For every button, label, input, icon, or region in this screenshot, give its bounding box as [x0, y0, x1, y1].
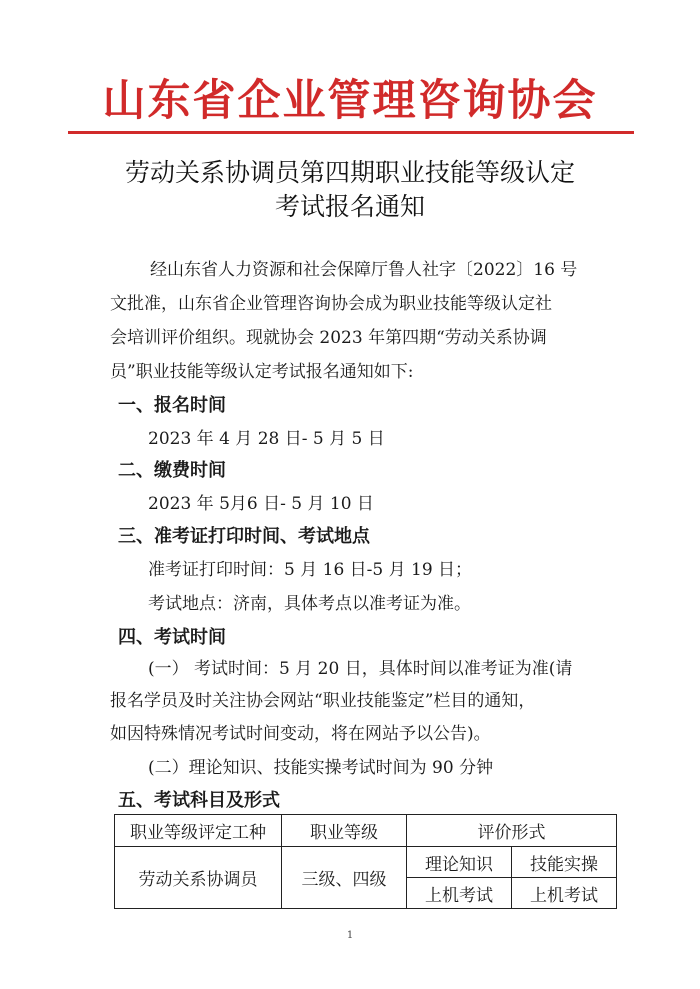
section-3-heading: 三、准考证打印时间、考试地点 [118, 526, 370, 547]
page-number: 1 [346, 930, 354, 941]
intro-line-1: 经山东省人力资源和社会保障厅鲁人社字〔2022〕16 号 [150, 260, 578, 280]
table-header-row [115, 815, 617, 847]
section-1-heading: 一、报名时间 [118, 395, 226, 416]
exam-time-item-2: (二）理论知识、技能实操考试时间为 90 分钟 [148, 758, 494, 778]
section-4-heading: 四、考试时间 [118, 627, 226, 648]
cell-theory-mode: 上机考试 [407, 878, 512, 909]
section-5-heading: 五、考试科目及形式 [118, 790, 280, 811]
cell-trade: 劳动关系协调员 [115, 847, 282, 909]
cell-skill: 技能实操 [512, 847, 617, 878]
section-2-heading: 二、缴费时间 [118, 460, 226, 481]
table-row [115, 847, 617, 878]
header-level: 职业等级 [282, 815, 407, 847]
admission-print-time: 准考证打印时间：5 月 16 日-5 月 19 日； [148, 560, 473, 580]
exam-subject-table [114, 814, 617, 909]
document-title-line-1: 劳动关系协调员第四期职业技能等级认定 [124, 158, 575, 187]
cell-level: 三级、四级 [282, 847, 407, 909]
intro-line-3: 会培训评价组织。现就协会 2023 年第四期“劳动关系协调 [110, 328, 547, 348]
exam-location: 考试地点：济南，具体考点以准考证为准。 [148, 594, 471, 614]
document-title-line-2: 考试报名通知 [274, 192, 425, 221]
header-red-rule [68, 131, 634, 134]
intro-line-2: 文批准，山东省企业管理咨询协会成为职业技能等级认定社 [110, 294, 552, 314]
payment-period: 2023 年 5月6 日- 5 月 10 日 [148, 494, 374, 514]
header-trade: 职业等级评定工种 [115, 815, 282, 847]
intro-line-4: 员”职业技能等级认定考试报名通知如下: [110, 362, 414, 382]
registration-period: 2023 年 4 月 28 日- 5 月 5 日 [148, 429, 385, 449]
header-evaluation-form: 评价形式 [407, 815, 617, 847]
cell-skill-mode: 上机考试 [512, 878, 617, 909]
exam-time-item-1-line-3: 如因特殊情况考试时间变动，将在网站予以公告)。 [110, 724, 491, 744]
exam-time-item-1-line-2: 报名学员及时关注协会网站“职业技能鉴定”栏目的通知， [110, 691, 536, 711]
organization-header: 山东省企业管理咨询协会 [102, 76, 598, 126]
cell-theory: 理论知识 [407, 847, 512, 878]
exam-time-item-1-line-1: (一） 考试时间：5 月 20 日，具体时间以准考证为准(请 [148, 659, 573, 679]
